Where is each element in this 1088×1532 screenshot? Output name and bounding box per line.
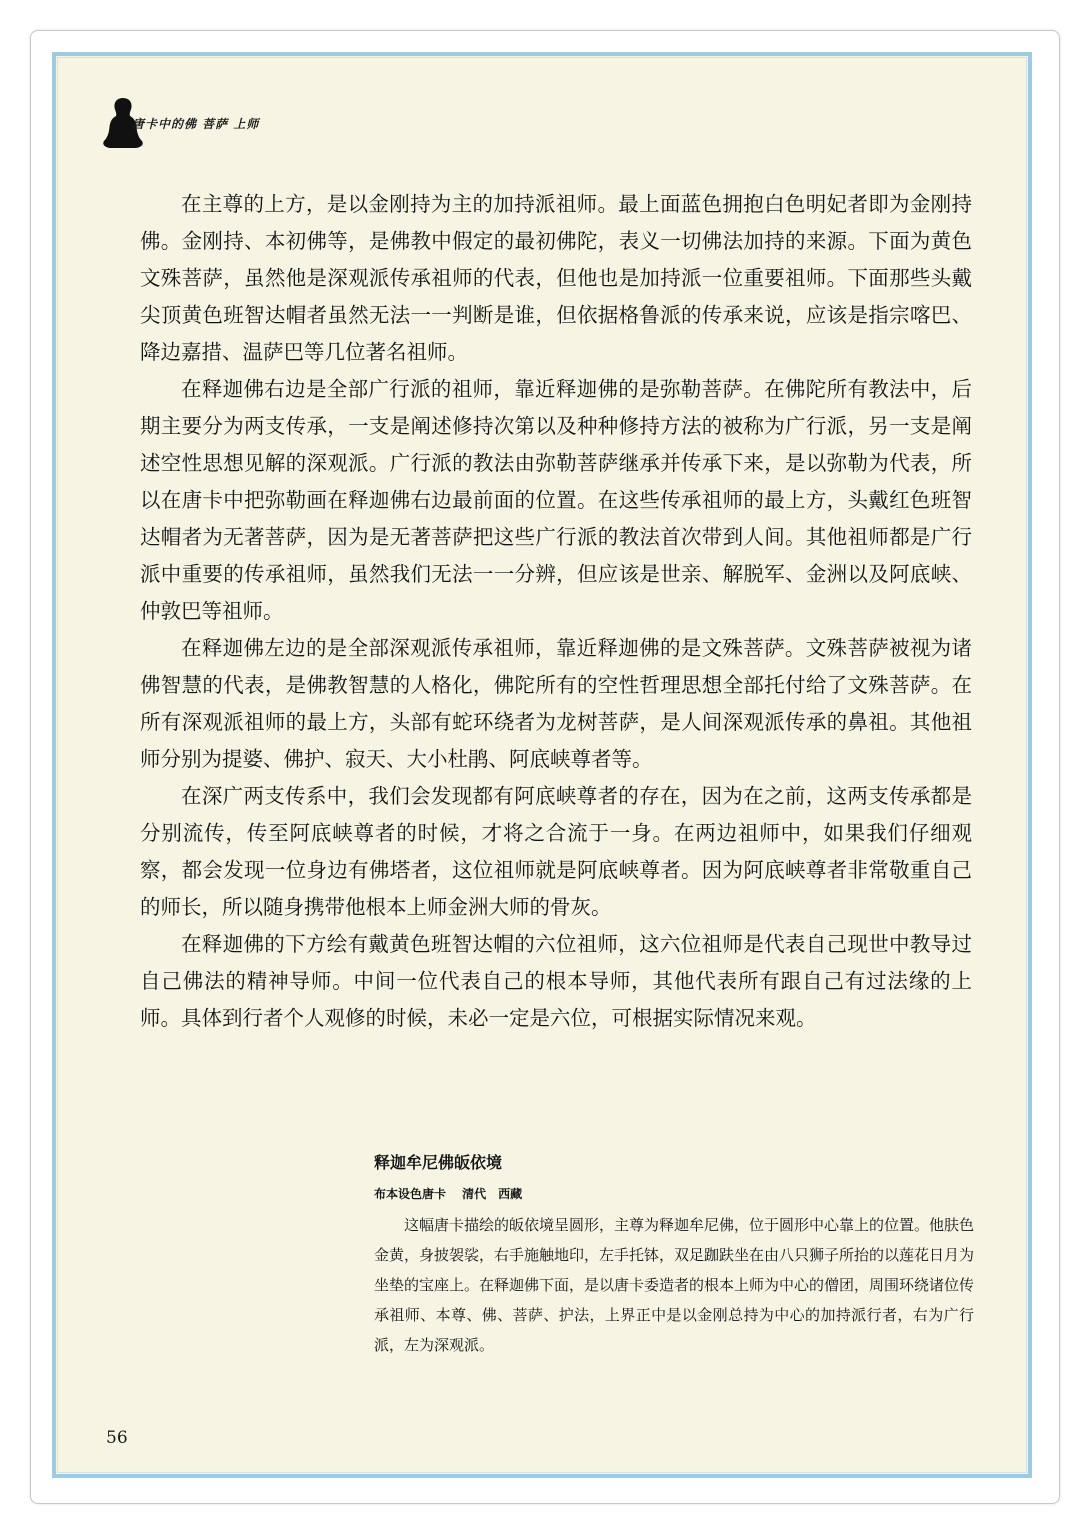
main-text (140, 186, 972, 1037)
page-number: 56 (106, 1428, 128, 1448)
figure-caption (374, 1150, 974, 1360)
paragraph: 在释迦佛的下方绘有戴黄色班智达帽的六位祖师，这六位祖师是代表自己现世中教导过自己佛法的精神导师。中间一位代表自己的根本导师，其他代表所有跟自己有过法缘的上师。具体到行者个人观修的时候，未必一定是六位，可根据实际情况来观。 (140, 932, 972, 1030)
paragraph: 在主尊的上方，是以金刚持为主的加持派祖师。最上面蓝色拥抱白色明妃者即为金刚持佛。金刚持、本初佛等，是佛教中假定的最初佛陀，表义一切佛法加持的来源。下面为黄色文殊菩萨，虽然他是深观派传承祖师的代表，但他也是加持派一位重要祖师。下面那些头戴尖顶黄色班智达帽者虽然无法一一判断是谁，但依据格鲁派的传承来说，应该是指宗喀巴、降边嘉措、温萨巴等几位著名祖师。 (140, 192, 972, 364)
running-header-title: 唐卡中的佛 菩萨 上师 (132, 117, 260, 131)
book-page (52, 52, 1032, 1478)
caption-body: 这幅唐卡描绘的皈依境呈圆形，主尊为释迦牟尼佛，位于圆形中心靠上的位置。他肤色金黄，身披袈裟，右手施触地印，左手托钵，双足跏趺坐在由八只狮子所抬的以莲花日月为坐垫的宝座上。在释迦佛下面，是以唐卡委造者的根本上师为中心的僧团，周围环绕诸位传承祖师、本尊、佛、菩萨、护法，上界正中是以金刚总持为中心的加持派行者，右为广行派，左为深观派。 (374, 1216, 975, 1354)
caption-subtitle: 布本设色唐卡 清代 西藏 (374, 1187, 523, 1201)
paragraph: 在释迦佛右边是全部广行派的祖师，靠近释迦佛的是弥勒菩萨。在佛陀所有教法中，后期主要分为两支传承，一支是阐述修持次第以及种种修持方法的被称为广行派，另一支是阐述空性思想见解的深观派。广行派的教法由弥勒菩萨继承并传承下来，是以弥勒为代表，所以在唐卡中把弥勒画在释迦佛右边最前面的位置。在这些传承祖师的最上方，头戴红色班智达帽者为无著菩萨，因为是无著菩萨把这些广行派的教法首次带到人间。其他祖师都是广行派中重要的传承祖师，虽然我们无法一一分辨，但应该是世亲、解脱军、金洲以及阿底峡、仲敦巴等祖师。 (140, 377, 972, 623)
paragraph: 在深广两支传系中，我们会发现都有阿底峡尊者的存在，因为在之前，这两支传承都是分别流传，传至阿底峡尊者的时候，才将之合流于一身。在两边祖师中，如果我们仔细观察，都会发现一位身边有佛塔者，这位祖师就是阿底峡尊者。因为阿底峡尊者非常敬重自己的师长，所以随身携带他根本上师金洲大师的骨灰。 (140, 784, 972, 919)
caption-title: 释迦牟尼佛皈依境 (374, 1153, 503, 1172)
paragraph: 在释迦佛左边的是全部深观派传承祖师，靠近释迦佛的是文殊菩萨。文殊菩萨被视为诸佛智慧的代表，是佛教智慧的人格化，佛陀所有的空性哲理思想全部托付给了文殊菩萨。在所有深观派祖师的最上方，头部有蛇环绕者为龙树菩萨，是人间深观派传承的鼻祖。其他祖师分别为提婆、佛护、寂天、大小杜鹃、阿底峡尊者等。 (140, 636, 972, 771)
